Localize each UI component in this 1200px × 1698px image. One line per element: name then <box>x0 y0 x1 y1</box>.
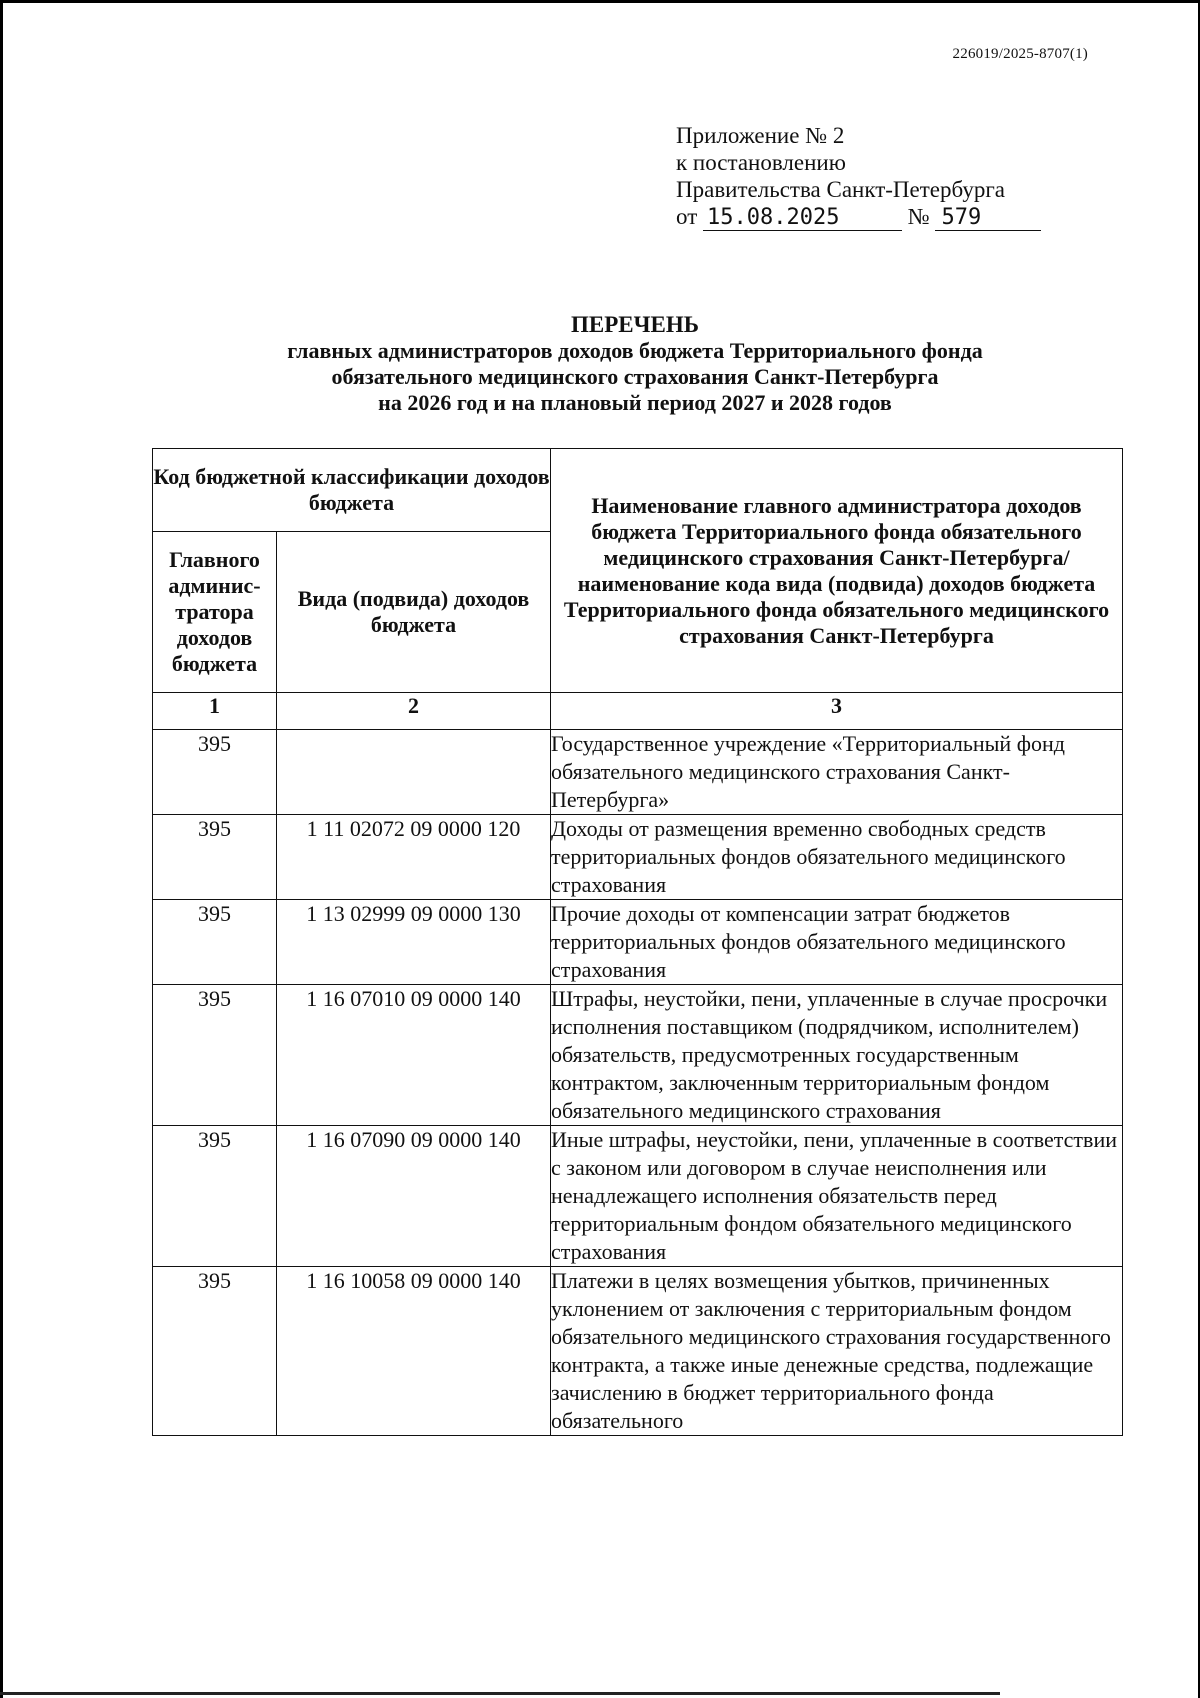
table-row <box>153 730 1123 815</box>
column-number: 1 <box>153 693 277 730</box>
appendix-date-line <box>676 203 1041 231</box>
heading-title: ПЕРЕЧЕНЬ <box>571 312 699 337</box>
name-cell: Доходы от размещения временно свободных средств территориальных фондов обязательного медицинского страхования <box>551 815 1123 900</box>
table-row <box>153 900 1123 985</box>
admin-code-cell: 395 <box>153 1126 277 1267</box>
income-code-cell: 1 16 07010 09 0000 140 <box>277 985 551 1126</box>
table-row <box>153 1267 1123 1436</box>
document-heading <box>150 312 1120 416</box>
administrators-table <box>152 448 1123 1436</box>
appendix-line-3: Правительства Санкт-Петербурга <box>676 177 1005 202</box>
admin-code-cell: 395 <box>153 815 277 900</box>
name-cell: Прочие доходы от компенсации затрат бюджетов территориальных фондов обязательного медицинского страхования <box>551 900 1123 985</box>
income-code-cell: 1 16 10058 09 0000 140 <box>277 1267 551 1436</box>
name-cell: Платежи в целях возмещения убытков, причиненных уклонением от заключения с территориальным фондом обязательного медицинского страхования государственного контракта, а также иные денежные средства, подлежащие зачислению в бюджет территориального фонда обязательного <box>551 1267 1123 1436</box>
appendix-block <box>676 122 1041 231</box>
document-id: 226019/2025-8707(1) <box>952 46 1088 62</box>
number-prefix: № <box>907 204 930 229</box>
decree-number: 579 <box>935 206 1041 231</box>
admin-code-cell: 395 <box>153 730 277 815</box>
appendix-line-1: Приложение № 2 <box>676 123 845 148</box>
appendix-line-2: к постановлению <box>676 150 846 175</box>
table-row <box>153 1126 1123 1267</box>
column-number-row <box>153 693 1123 730</box>
heading-line-2: обязательного медицинского страхования Санкт-Петербурга <box>331 364 939 389</box>
table-row <box>153 815 1123 900</box>
column-number: 3 <box>551 693 1123 730</box>
admin-code-cell: 395 <box>153 985 277 1126</box>
date-prefix: от <box>676 204 698 229</box>
income-code-cell: 1 11 02072 09 0000 120 <box>277 815 551 900</box>
income-code-cell: 1 13 02999 09 0000 130 <box>277 900 551 985</box>
header-administrator-name: Наименование главного администратора доходов бюджета Территориального фонда обязательного медицинского страхования Санкт-Петербурга/наименование кода вида (подвида) доходов бюджета Территориального фонда обязательного медицинского страхования Санкт-Петербурга <box>551 449 1123 693</box>
header-admin-code: Главного админис-тратора доходов бюджета <box>153 532 277 693</box>
column-number: 2 <box>277 693 551 730</box>
income-code-cell <box>277 730 551 815</box>
heading-line-1: главных администраторов доходов бюджета Территориального фонда <box>287 338 983 363</box>
admin-code-cell: 395 <box>153 900 277 985</box>
name-cell: Иные штрафы, неустойки, пени, уплаченные в соответствии с законом или договором в случае неисполнения или ненадлежащего исполнения обязательств перед территориальным фондом обязательного медицинского страхования <box>551 1126 1123 1267</box>
name-cell: Государственное учреждение «Территориальный фонд обязательного медицинского страхования Санкт-Петербурга» <box>551 730 1123 815</box>
header-budget-code: Код бюджетной классификации доходов бюджета <box>153 449 551 532</box>
scan-border-top <box>0 0 1200 3</box>
heading-line-3: на 2026 год и на плановый период 2027 и 2028 годов <box>378 390 892 415</box>
decree-date: 15.08.2025 <box>703 206 902 231</box>
table-row <box>153 985 1123 1126</box>
header-income-kind: Вида (подвида) доходов бюджета <box>277 532 551 693</box>
admin-code-cell: 395 <box>153 1267 277 1436</box>
income-code-cell: 1 16 07090 09 0000 140 <box>277 1126 551 1267</box>
scan-border-left <box>0 0 3 1698</box>
scan-border-bottom <box>0 1692 1000 1695</box>
name-cell: Штрафы, неустойки, пени, уплаченные в случае просрочки исполнения поставщиком (подрядчиком, исполнителем) обязательств, предусмотренных государственным контрактом, заключенным территориальным фондом обязательного медицинского страхования <box>551 985 1123 1126</box>
